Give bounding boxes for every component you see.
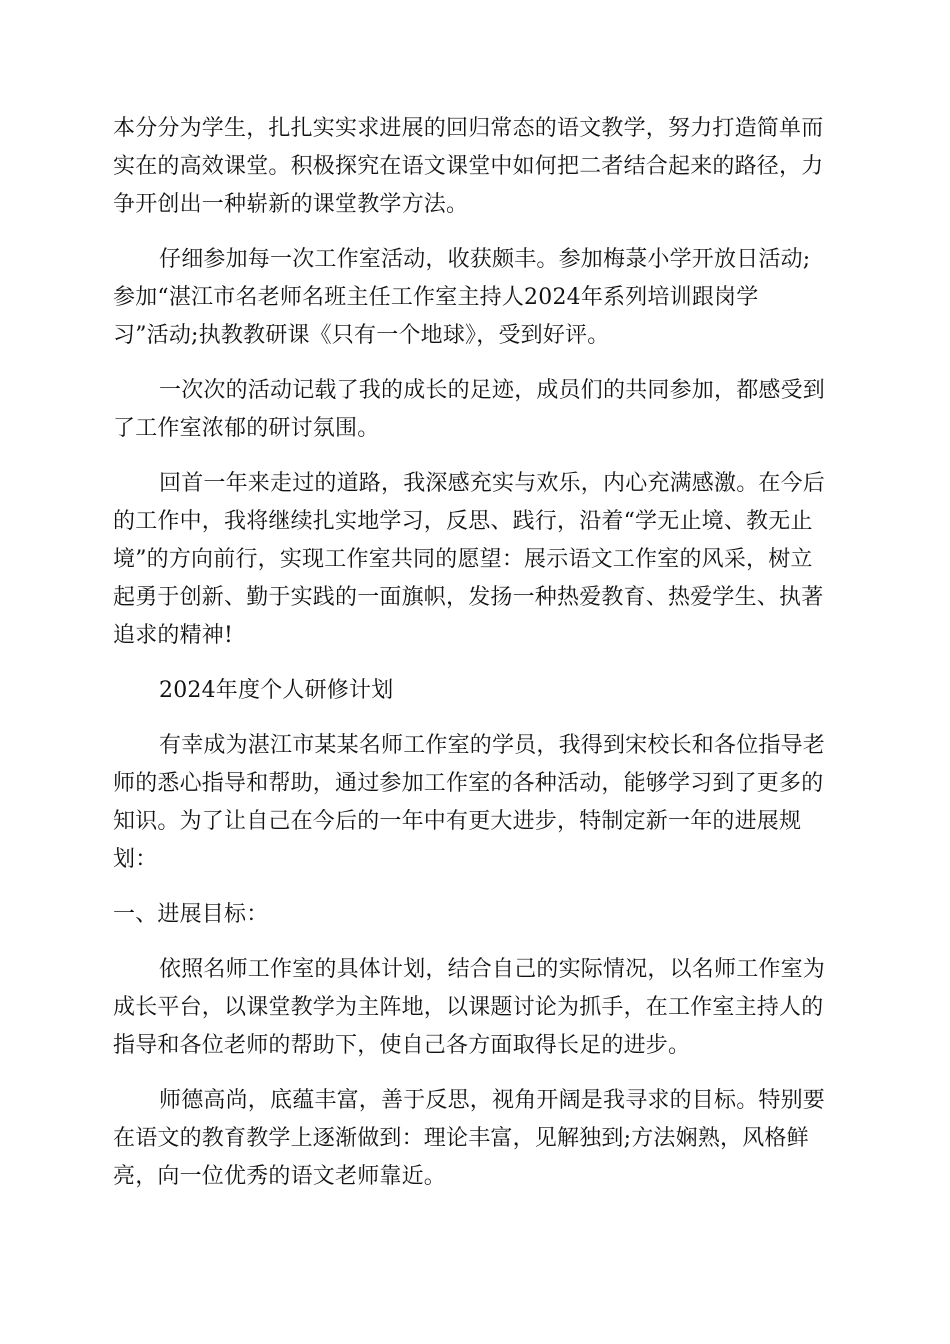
text-line: 亮，向一位优秀的语文老师靠近。 <box>113 1164 447 1189</box>
text-line: 回首一年来走过的道路，我深感充实与欢乐，内心充满感激。在今后 <box>159 471 826 496</box>
text-line: 有幸成为湛江市某某名师工作室的学员，我得到宋校长和各位指导老 <box>159 733 826 758</box>
text-line: 追求的精神! <box>113 623 234 648</box>
text-line: 指导和各位老师的帮助下，使自己各方面取得长足的进步。 <box>113 1033 691 1058</box>
text-line: 师德高尚，底蕴丰富，善于反思，视角开阔是我寻求的目标。特别要 <box>159 1088 826 1113</box>
text-line: 了工作室浓郁的研讨氛围。 <box>113 416 380 441</box>
text-line: 境”的方向前行，实现工作室共同的愿望：展示语文工作室的风采，树立 <box>113 547 813 572</box>
text-line: 一次次的活动记载了我的成长的足迹，成员们的共同参加，都感受到 <box>159 378 826 403</box>
section-heading: 2024年度个人研修计划 <box>159 678 394 703</box>
text-line: 实在的高效课堂。积极探究在语文课堂中如何把二者结合起来的路径，力 <box>113 154 824 179</box>
text-line: 依照名师工作室的具体计划，结合自己的实际情况，以名师工作室为 <box>159 957 826 982</box>
text-line: 争开创出一种崭新的课堂教学方法。 <box>113 192 469 217</box>
text-line: 参加“湛江市名老师名班主任工作室主持人2024年系列培训跟岗学 <box>113 285 759 310</box>
text-line: 师的悉心指导和帮助，通过参加工作室的各种活动，能够学习到了更多的 <box>113 771 824 796</box>
text-line: 划： <box>113 847 158 872</box>
text-line: 的工作中，我将继续扎实地学习，反思、践行，沿着“学无止境、教无止 <box>113 509 813 534</box>
text-line: 知识。为了让自己在今后的一年中有更大进步，特制定新一年的进展规 <box>113 809 802 834</box>
subheading: 一、进展目标： <box>113 902 269 927</box>
text-line: 起勇于创新、勤于实践的一面旗帜，发扬一种热爱教育、热爱学生、执著 <box>113 585 824 610</box>
text-line: 仔细参加每一次工作室活动，收获颇丰。参加梅菉小学开放日活动; <box>159 247 811 272</box>
text-line: 本分分为学生，扎扎实实求进展的回归常态的语文教学，努力打造简单而 <box>113 116 824 141</box>
text-line: 在语文的教育教学上逐渐做到：理论丰富，见解独到;方法娴熟，风格鲜 <box>113 1126 809 1151</box>
text-line: 成长平台，以课堂教学为主阵地，以课题讨论为抓手，在工作室主持人的 <box>113 995 824 1020</box>
text-line: 习”活动;执教教研课《只有一个地球》，受到好评。 <box>113 323 610 348</box>
